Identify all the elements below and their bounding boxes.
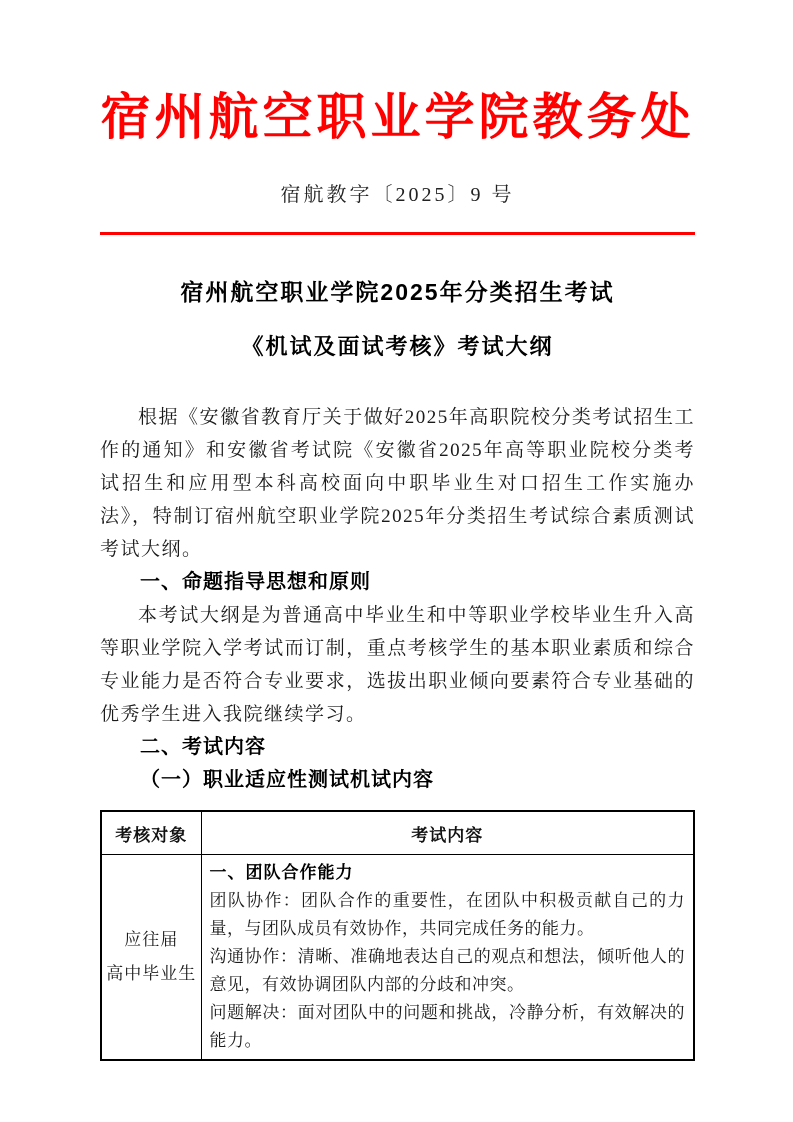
column-header-target: 考核对象 [101, 811, 201, 855]
target-group-line2: 高中毕业生 [106, 964, 197, 983]
content-item-title: 一、团队合作能力 [209, 863, 354, 882]
doc-title-line2: 《机试及面试考核》考试大纲 [241, 334, 554, 359]
table-row [101, 855, 694, 1061]
red-divider-line [100, 232, 695, 235]
content-item-problem-solving: 问题解决：面对团队中的问题和挑战，冷静分析，有效解决的能力。 [209, 1003, 685, 1050]
content-item-communication: 沟通协作：清晰、准确地表达自己的观点和想法，倾听他人的意见，有效协调团队内部的分歧和冲突。 [209, 947, 685, 994]
target-group-cell [101, 855, 201, 1061]
column-header-content: 考试内容 [201, 811, 694, 855]
sub-heading-aptitude-test: （一）职业适应性测试机试内容 [140, 769, 434, 791]
doc-title-line1: 宿州航空职业学院2025年分类招生考试 [180, 279, 615, 305]
section-heading-guiding-principles: 一、命题指导思想和原则 [140, 571, 371, 593]
paragraph-policy-basis: 根据《安徽省教育厅关于做好2025年高职院校分类考试招生工作的通知》和安徽省考试院《安徽省2025年高等职业院校分类考试招生和应用型本科高校面向中职毕业生对口招生工作实施办法》，特制订宿州航空职业学院2025年分类招生考试综合素质测试考试大纲。 [100, 407, 695, 560]
target-group-line1: 应往届 [124, 930, 179, 949]
section-heading-exam-content: 二、考试内容 [140, 736, 266, 758]
exam-content-table [100, 810, 695, 1061]
table-header-row [101, 811, 694, 855]
org-letterhead-title: 宿州航空职业学院教务处 [100, 89, 695, 145]
doc-number: 宿航教字〔2025〕9 号 [280, 184, 515, 206]
content-item-teamwork: 团队协作：团队合作的重要性，在团队中积极贡献自己的力量，与团队成员有效协作，共同完成任务的能力。 [209, 891, 685, 938]
exam-content-cell [201, 855, 694, 1061]
paragraph-exam-purpose: 本考试大纲是为普通高中毕业生和中等职业学校毕业生升入高等职业学院入学考试而订制，重点考核学生的基本职业素质和综合专业能力是否符合专业要求，选拔出职业倾向要素符合专业基础的优秀学生进入我院继续学习。 [100, 605, 695, 725]
